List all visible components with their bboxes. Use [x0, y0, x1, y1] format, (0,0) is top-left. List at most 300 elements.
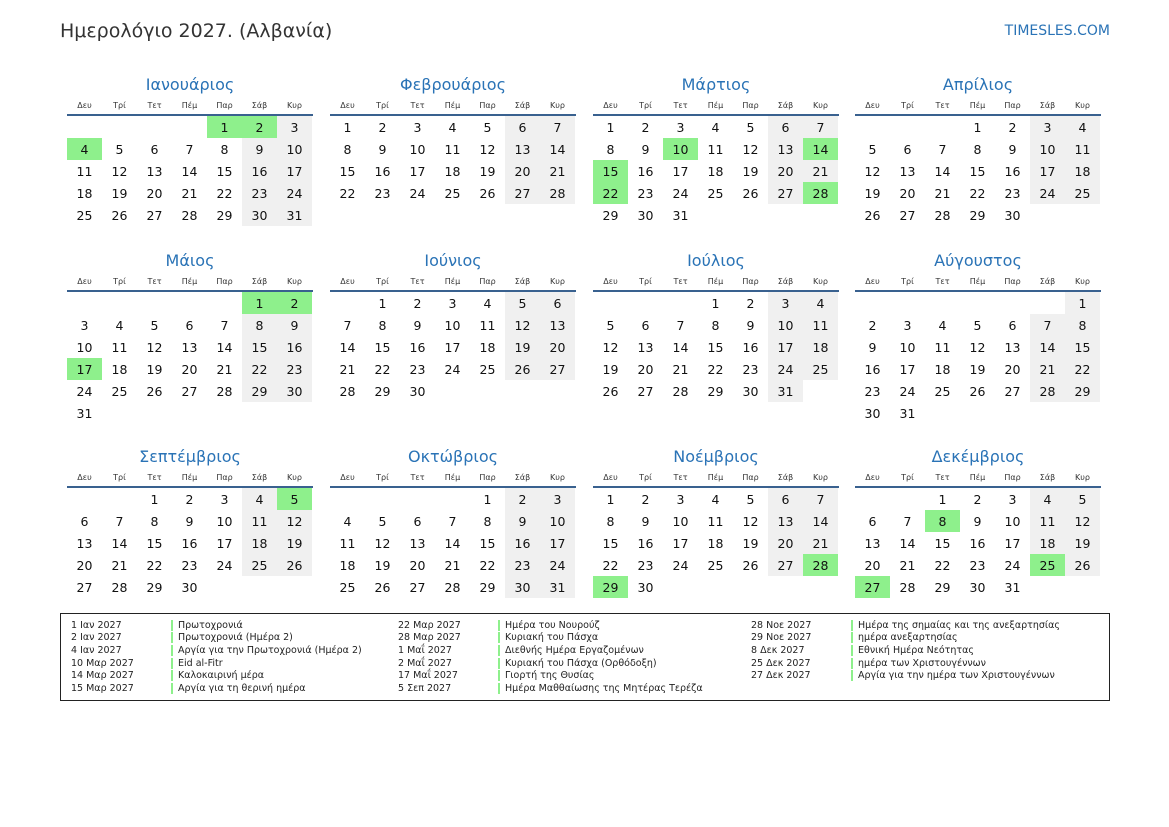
legend-column-2 [398, 619, 703, 695]
day-cell: 22 [934, 557, 951, 573]
day-grid [593, 488, 839, 598]
day-cell: 17 [899, 361, 916, 377]
day-cell: 5 [746, 119, 755, 135]
day-cell: 10 [1004, 513, 1021, 529]
day-cell: 21 [216, 361, 233, 377]
day-cell: 7 [448, 513, 457, 529]
weekday-label: Πέμ [707, 276, 724, 286]
weekday-label: Παρ [479, 100, 496, 110]
empty-cell [400, 488, 435, 510]
page-title: Ημερολόγιο 2027. (Αλβανία) [60, 20, 333, 42]
day-cell: 19 [1065, 532, 1100, 554]
legend-date: 27 Δεκ 2027 [751, 670, 811, 682]
weekday-label: Σάβ [777, 276, 794, 286]
month-block [67, 72, 313, 226]
day-cell: 19 [969, 361, 986, 377]
day-cell: 5 [746, 491, 755, 507]
legend-holiday-name: Eid al-Fitr [171, 658, 223, 669]
day-cell: 6 [903, 141, 912, 157]
weekday-label: Δευ [603, 472, 618, 482]
day-cell: 9 [641, 513, 650, 529]
empty-cell [435, 488, 470, 510]
weekday-label: Δευ [77, 472, 92, 482]
day-cell: 13 [1004, 339, 1021, 355]
day-cell: 17 [277, 160, 312, 182]
day-cell: 6 [540, 292, 575, 314]
day-cell: 6 [768, 116, 803, 138]
day-cell: 27 [768, 182, 803, 204]
weekday-label: Πέμ [969, 100, 986, 110]
legend-date: 29 Νοε 2027 [751, 632, 812, 644]
weekday-label: Τετ [673, 472, 688, 482]
legend-date: 28 Μαρ 2027 [398, 632, 461, 644]
weekday-label: Τρί [639, 276, 652, 286]
legend-holiday-name: Διεθνής Ημέρα Εργαζομένων [498, 645, 644, 656]
weekday-header [330, 274, 576, 292]
day-cell: 21 [339, 361, 356, 377]
day-cell: 19 [277, 532, 312, 554]
day-cell: 8 [242, 314, 277, 336]
weekday-label: Δευ [603, 100, 618, 110]
day-cell: 24 [672, 557, 689, 573]
day-cell: 21 [803, 160, 838, 182]
legend-date: 15 Μαρ 2027 [71, 682, 134, 694]
weekday-label: Δευ [340, 472, 355, 482]
empty-cell [628, 292, 663, 314]
day-cell: 9 [973, 513, 982, 529]
day-cell: 16 [742, 339, 759, 355]
day-cell: 1 [973, 119, 982, 135]
day-cell: 3 [903, 317, 912, 333]
day-cell: 22 [339, 185, 356, 201]
weekday-label: Πέμ [181, 276, 198, 286]
weekday-label: Τρί [376, 276, 389, 286]
day-cell: 23 [637, 557, 654, 573]
day-cell: 31 [540, 576, 575, 598]
holiday-day-cell: 14 [803, 138, 838, 160]
day-cell: 9 [277, 314, 312, 336]
month-name: Δεκέμβριος [931, 447, 1025, 466]
legend-holiday-name: Αργία για τη θερινή ημέρα [171, 683, 306, 694]
holiday-day-cell: 29 [593, 576, 628, 598]
weekday-header [855, 274, 1101, 292]
weekday-label: Τετ [147, 100, 162, 110]
day-cell: 28 [540, 182, 575, 204]
day-cell: 24 [1030, 182, 1065, 204]
day-cell: 27 [409, 579, 426, 595]
day-cell: 22 [374, 361, 391, 377]
day-cell: 10 [216, 513, 233, 529]
day-cell: 15 [969, 163, 986, 179]
day-cell: 6 [185, 317, 194, 333]
day-cell: 20 [899, 185, 916, 201]
legend-holiday-name: Ημέρα της σημαίας και της ανεξαρτησίας [851, 620, 1060, 631]
day-cell: 4 [711, 119, 720, 135]
day-cell: 16 [409, 339, 426, 355]
day-cell: 7 [220, 317, 229, 333]
day-cell: 26 [742, 557, 759, 573]
day-cell: 21 [444, 557, 461, 573]
day-cell: 25 [707, 557, 724, 573]
weekday-label: Κυρ [287, 100, 302, 110]
day-cell: 27 [181, 383, 198, 399]
day-cell: 18 [1065, 160, 1100, 182]
legend-holiday-name: Εθνική Ημέρα Νεότητας [851, 645, 974, 656]
weekday-label: Πέμ [444, 472, 461, 482]
day-cell: 1 [711, 295, 720, 311]
day-cell: 5 [115, 141, 124, 157]
day-cell: 29 [1065, 380, 1100, 402]
weekday-header [855, 470, 1101, 488]
day-cell: 7 [803, 116, 838, 138]
day-cell: 12 [479, 141, 496, 157]
weekday-label: Παρ [216, 276, 233, 286]
day-cell: 11 [707, 141, 724, 157]
day-cell: 12 [111, 163, 128, 179]
empty-cell [855, 488, 890, 510]
day-cell: 22 [602, 557, 619, 573]
day-cell: 19 [602, 361, 619, 377]
legend-date: 1 Μαΐ 2027 [398, 644, 452, 656]
day-cell: 1 [606, 119, 615, 135]
day-cell: 21 [181, 185, 198, 201]
day-cell: 23 [277, 358, 312, 380]
legend-row [71, 657, 362, 670]
weekday-label: Κυρ [287, 472, 302, 482]
day-cell: 9 [746, 317, 755, 333]
legend-date: 8 Δεκ 2027 [751, 644, 805, 656]
day-cell: 12 [969, 339, 986, 355]
day-cell: 18 [707, 163, 724, 179]
weekday-label: Τετ [935, 276, 950, 286]
weekday-label: Τετ [673, 100, 688, 110]
day-cell: 14 [1030, 336, 1065, 358]
holiday-day-cell: 28 [803, 182, 838, 204]
day-cell: 9 [242, 138, 277, 160]
day-cell: 10 [540, 510, 575, 532]
day-cell: 7 [938, 141, 947, 157]
day-cell: 13 [505, 138, 540, 160]
day-cell: 30 [505, 576, 540, 598]
day-cell: 10 [76, 339, 93, 355]
day-cell: 28 [444, 579, 461, 595]
day-cell: 19 [146, 361, 163, 377]
empty-cell [102, 292, 137, 314]
day-cell: 4 [1065, 116, 1100, 138]
weekday-label: Κυρ [1075, 276, 1090, 286]
day-cell: 8 [606, 141, 615, 157]
day-cell: 29 [934, 579, 951, 595]
day-cell: 15 [1065, 336, 1100, 358]
day-cell: 25 [242, 554, 277, 576]
legend-date: 4 Ιαν 2027 [71, 644, 122, 656]
day-cell: 21 [111, 557, 128, 573]
legend-date: 5 Σεπ 2027 [398, 682, 452, 694]
day-cell: 15 [479, 535, 496, 551]
holiday-day-cell: 8 [925, 510, 960, 532]
day-cell: 26 [277, 554, 312, 576]
day-cell: 10 [444, 317, 461, 333]
empty-cell [172, 292, 207, 314]
legend-holiday-name: Κυριακή του Πάσχα [498, 632, 598, 643]
day-cell: 16 [1004, 163, 1021, 179]
day-cell: 20 [146, 185, 163, 201]
weekday-label: Πέμ [707, 472, 724, 482]
legend-holiday-name: Ημέρα του Νουρούζ [498, 620, 600, 631]
month-name: Ιανουάριος [145, 75, 235, 94]
day-cell: 22 [969, 185, 986, 201]
day-cell: 26 [505, 358, 540, 380]
day-cell: 23 [409, 361, 426, 377]
day-cell: 29 [242, 380, 277, 402]
day-cell: 3 [448, 295, 457, 311]
empty-cell [102, 116, 137, 138]
day-cell: 27 [540, 358, 575, 380]
day-cell: 8 [483, 513, 492, 529]
weekday-label: Δευ [865, 276, 880, 286]
weekday-label: Σάβ [514, 472, 531, 482]
day-cell: 20 [181, 361, 198, 377]
day-cell: 1 [343, 119, 352, 135]
weekday-label: Τετ [673, 276, 688, 286]
day-cell: 27 [899, 207, 916, 223]
day-cell: 22 [1065, 358, 1100, 380]
empty-cell [365, 488, 400, 510]
day-cell: 7 [343, 317, 352, 333]
weekday-label: Τετ [935, 472, 950, 482]
day-cell: 24 [1004, 557, 1021, 573]
day-cell: 21 [803, 532, 838, 554]
day-cell: 3 [413, 119, 422, 135]
legend-date: 14 Μαρ 2027 [71, 670, 134, 682]
day-cell: 24 [899, 383, 916, 399]
legend-row [398, 682, 703, 695]
day-cell: 12 [602, 339, 619, 355]
weekday-label: Σάβ [251, 100, 268, 110]
day-cell: 5 [606, 317, 615, 333]
day-cell: 4 [448, 119, 457, 135]
month-name: Νοέμβριος [673, 447, 759, 466]
day-cell: 24 [277, 182, 312, 204]
day-grid [67, 488, 313, 598]
day-cell: 5 [150, 317, 159, 333]
day-cell: 3 [676, 491, 685, 507]
day-cell: 20 [540, 336, 575, 358]
day-cell: 1 [378, 295, 387, 311]
weekday-label: Τρί [639, 100, 652, 110]
empty-cell [67, 116, 102, 138]
day-cell: 29 [146, 579, 163, 595]
legend-row [398, 619, 703, 632]
day-cell: 4 [711, 491, 720, 507]
day-cell: 9 [505, 510, 540, 532]
weekday-label: Παρ [742, 276, 759, 286]
day-cell: 12 [505, 314, 540, 336]
day-cell: 15 [707, 339, 724, 355]
day-cell: 20 [768, 160, 803, 182]
holiday-day-cell: 22 [593, 182, 628, 204]
holiday-day-cell: 10 [663, 138, 698, 160]
day-cell: 27 [1004, 383, 1021, 399]
day-cell: 23 [242, 182, 277, 204]
day-cell: 17 [444, 339, 461, 355]
legend-row [751, 644, 1060, 657]
day-cell: 6 [413, 513, 422, 529]
day-cell: 8 [711, 317, 720, 333]
day-cell: 15 [602, 535, 619, 551]
day-cell: 7 [676, 317, 685, 333]
day-cell: 7 [803, 488, 838, 510]
day-cell: 22 [707, 361, 724, 377]
legend-row [398, 644, 703, 657]
weekday-label: Τετ [410, 276, 425, 286]
legend-row [398, 632, 703, 645]
weekday-label: Τρί [901, 276, 914, 286]
day-cell: 24 [444, 361, 461, 377]
day-cell: 23 [637, 185, 654, 201]
day-cell: 31 [899, 405, 916, 421]
day-cell: 7 [115, 513, 124, 529]
day-cell: 5 [483, 119, 492, 135]
day-cell: 28 [672, 383, 689, 399]
legend-row [71, 619, 362, 632]
day-cell: 7 [540, 116, 575, 138]
day-cell: 22 [216, 185, 233, 201]
weekday-label: Παρ [1004, 472, 1021, 482]
day-cell: 7 [903, 513, 912, 529]
day-cell: 30 [969, 579, 986, 595]
day-cell: 25 [339, 579, 356, 595]
legend-holiday-name: Πρωτοχρονιά (Ημέρα 2) [171, 632, 293, 643]
day-cell: 6 [505, 116, 540, 138]
day-cell: 2 [973, 491, 982, 507]
day-cell: 31 [768, 380, 803, 402]
legend-date: 17 Μαΐ 2027 [398, 670, 458, 682]
day-cell: 16 [181, 535, 198, 551]
day-cell: 28 [181, 207, 198, 223]
day-cell: 2 [378, 119, 387, 135]
day-cell: 30 [742, 383, 759, 399]
day-grid [330, 116, 576, 204]
weekday-label: Σάβ [1039, 472, 1056, 482]
legend-row [751, 657, 1060, 670]
empty-cell [890, 488, 925, 510]
day-cell: 17 [768, 336, 803, 358]
legend-row [398, 657, 703, 670]
weekday-label: Τετ [147, 472, 162, 482]
day-cell: 10 [672, 513, 689, 529]
legend-row [71, 644, 362, 657]
day-cell: 18 [707, 535, 724, 551]
day-cell: 31 [1004, 579, 1021, 595]
day-cell: 27 [146, 207, 163, 223]
day-cell: 16 [864, 361, 881, 377]
weekday-label: Παρ [1004, 276, 1021, 286]
legend-holiday-name: ημέρα των Χριστουγέννων [851, 658, 986, 669]
weekday-label: Δευ [340, 276, 355, 286]
empty-cell [207, 292, 242, 314]
day-cell: 4 [343, 513, 352, 529]
month-name: Αύγουστος [934, 251, 1022, 270]
day-cell: 11 [803, 314, 838, 336]
day-cell: 10 [1030, 138, 1065, 160]
day-cell: 22 [479, 557, 496, 573]
day-cell: 14 [899, 535, 916, 551]
weekday-label: Τετ [410, 100, 425, 110]
day-cell: 15 [374, 339, 391, 355]
day-cell: 14 [339, 339, 356, 355]
day-cell: 4 [803, 292, 838, 314]
day-cell: 16 [374, 163, 391, 179]
day-grid [593, 292, 839, 402]
day-cell: 11 [242, 510, 277, 532]
month-block [330, 72, 576, 204]
legend-row [751, 619, 1060, 632]
legend-row [71, 632, 362, 645]
day-cell: 27 [76, 579, 93, 595]
weekday-label: Πέμ [181, 472, 198, 482]
weekday-label: Τετ [147, 276, 162, 286]
weekday-label: Κυρ [550, 100, 565, 110]
day-cell: 31 [277, 204, 312, 226]
day-cell: 26 [146, 383, 163, 399]
day-cell: 20 [76, 557, 93, 573]
day-cell: 18 [803, 336, 838, 358]
day-cell: 11 [479, 317, 496, 333]
day-grid [855, 292, 1101, 424]
weekday-header [593, 274, 839, 292]
day-cell: 4 [1030, 488, 1065, 510]
weekday-label: Πέμ [969, 276, 986, 286]
day-cell: 18 [242, 532, 277, 554]
brand-link[interactable]: TIMESLES.COM [1004, 23, 1110, 39]
day-cell: 1 [150, 491, 159, 507]
day-cell: 13 [768, 138, 803, 160]
day-cell: 6 [80, 513, 89, 529]
month-name: Απρίλιος [942, 75, 1014, 94]
day-cell: 23 [969, 557, 986, 573]
day-cell: 30 [242, 204, 277, 226]
day-cell: 29 [216, 207, 233, 223]
day-cell: 30 [181, 579, 198, 595]
legend-date: 28 Νοε 2027 [751, 619, 812, 631]
weekday-label: Τρί [376, 100, 389, 110]
day-cell: 24 [672, 185, 689, 201]
day-cell: 23 [864, 383, 881, 399]
day-cell: 16 [637, 535, 654, 551]
legend-holiday-name: Αργία για την ημέρα των Χριστουγέννων [851, 670, 1055, 681]
day-grid [855, 116, 1101, 226]
day-cell: 10 [277, 138, 312, 160]
day-cell: 25 [707, 185, 724, 201]
day-cell: 22 [146, 557, 163, 573]
weekday-label: Παρ [216, 100, 233, 110]
holiday-legend [60, 613, 1110, 701]
day-cell: 26 [479, 185, 496, 201]
month-name: Μάιος [165, 251, 215, 270]
day-cell: 11 [444, 141, 461, 157]
weekday-label: Πέμ [444, 100, 461, 110]
day-cell: 9 [413, 317, 422, 333]
holiday-day-cell: 28 [803, 554, 838, 576]
weekday-label: Παρ [742, 100, 759, 110]
day-cell: 25 [111, 383, 128, 399]
day-cell: 9 [185, 513, 194, 529]
day-cell: 21 [934, 185, 951, 201]
weekday-label: Κυρ [287, 276, 302, 286]
day-cell: 4 [242, 488, 277, 510]
day-cell: 19 [742, 535, 759, 551]
